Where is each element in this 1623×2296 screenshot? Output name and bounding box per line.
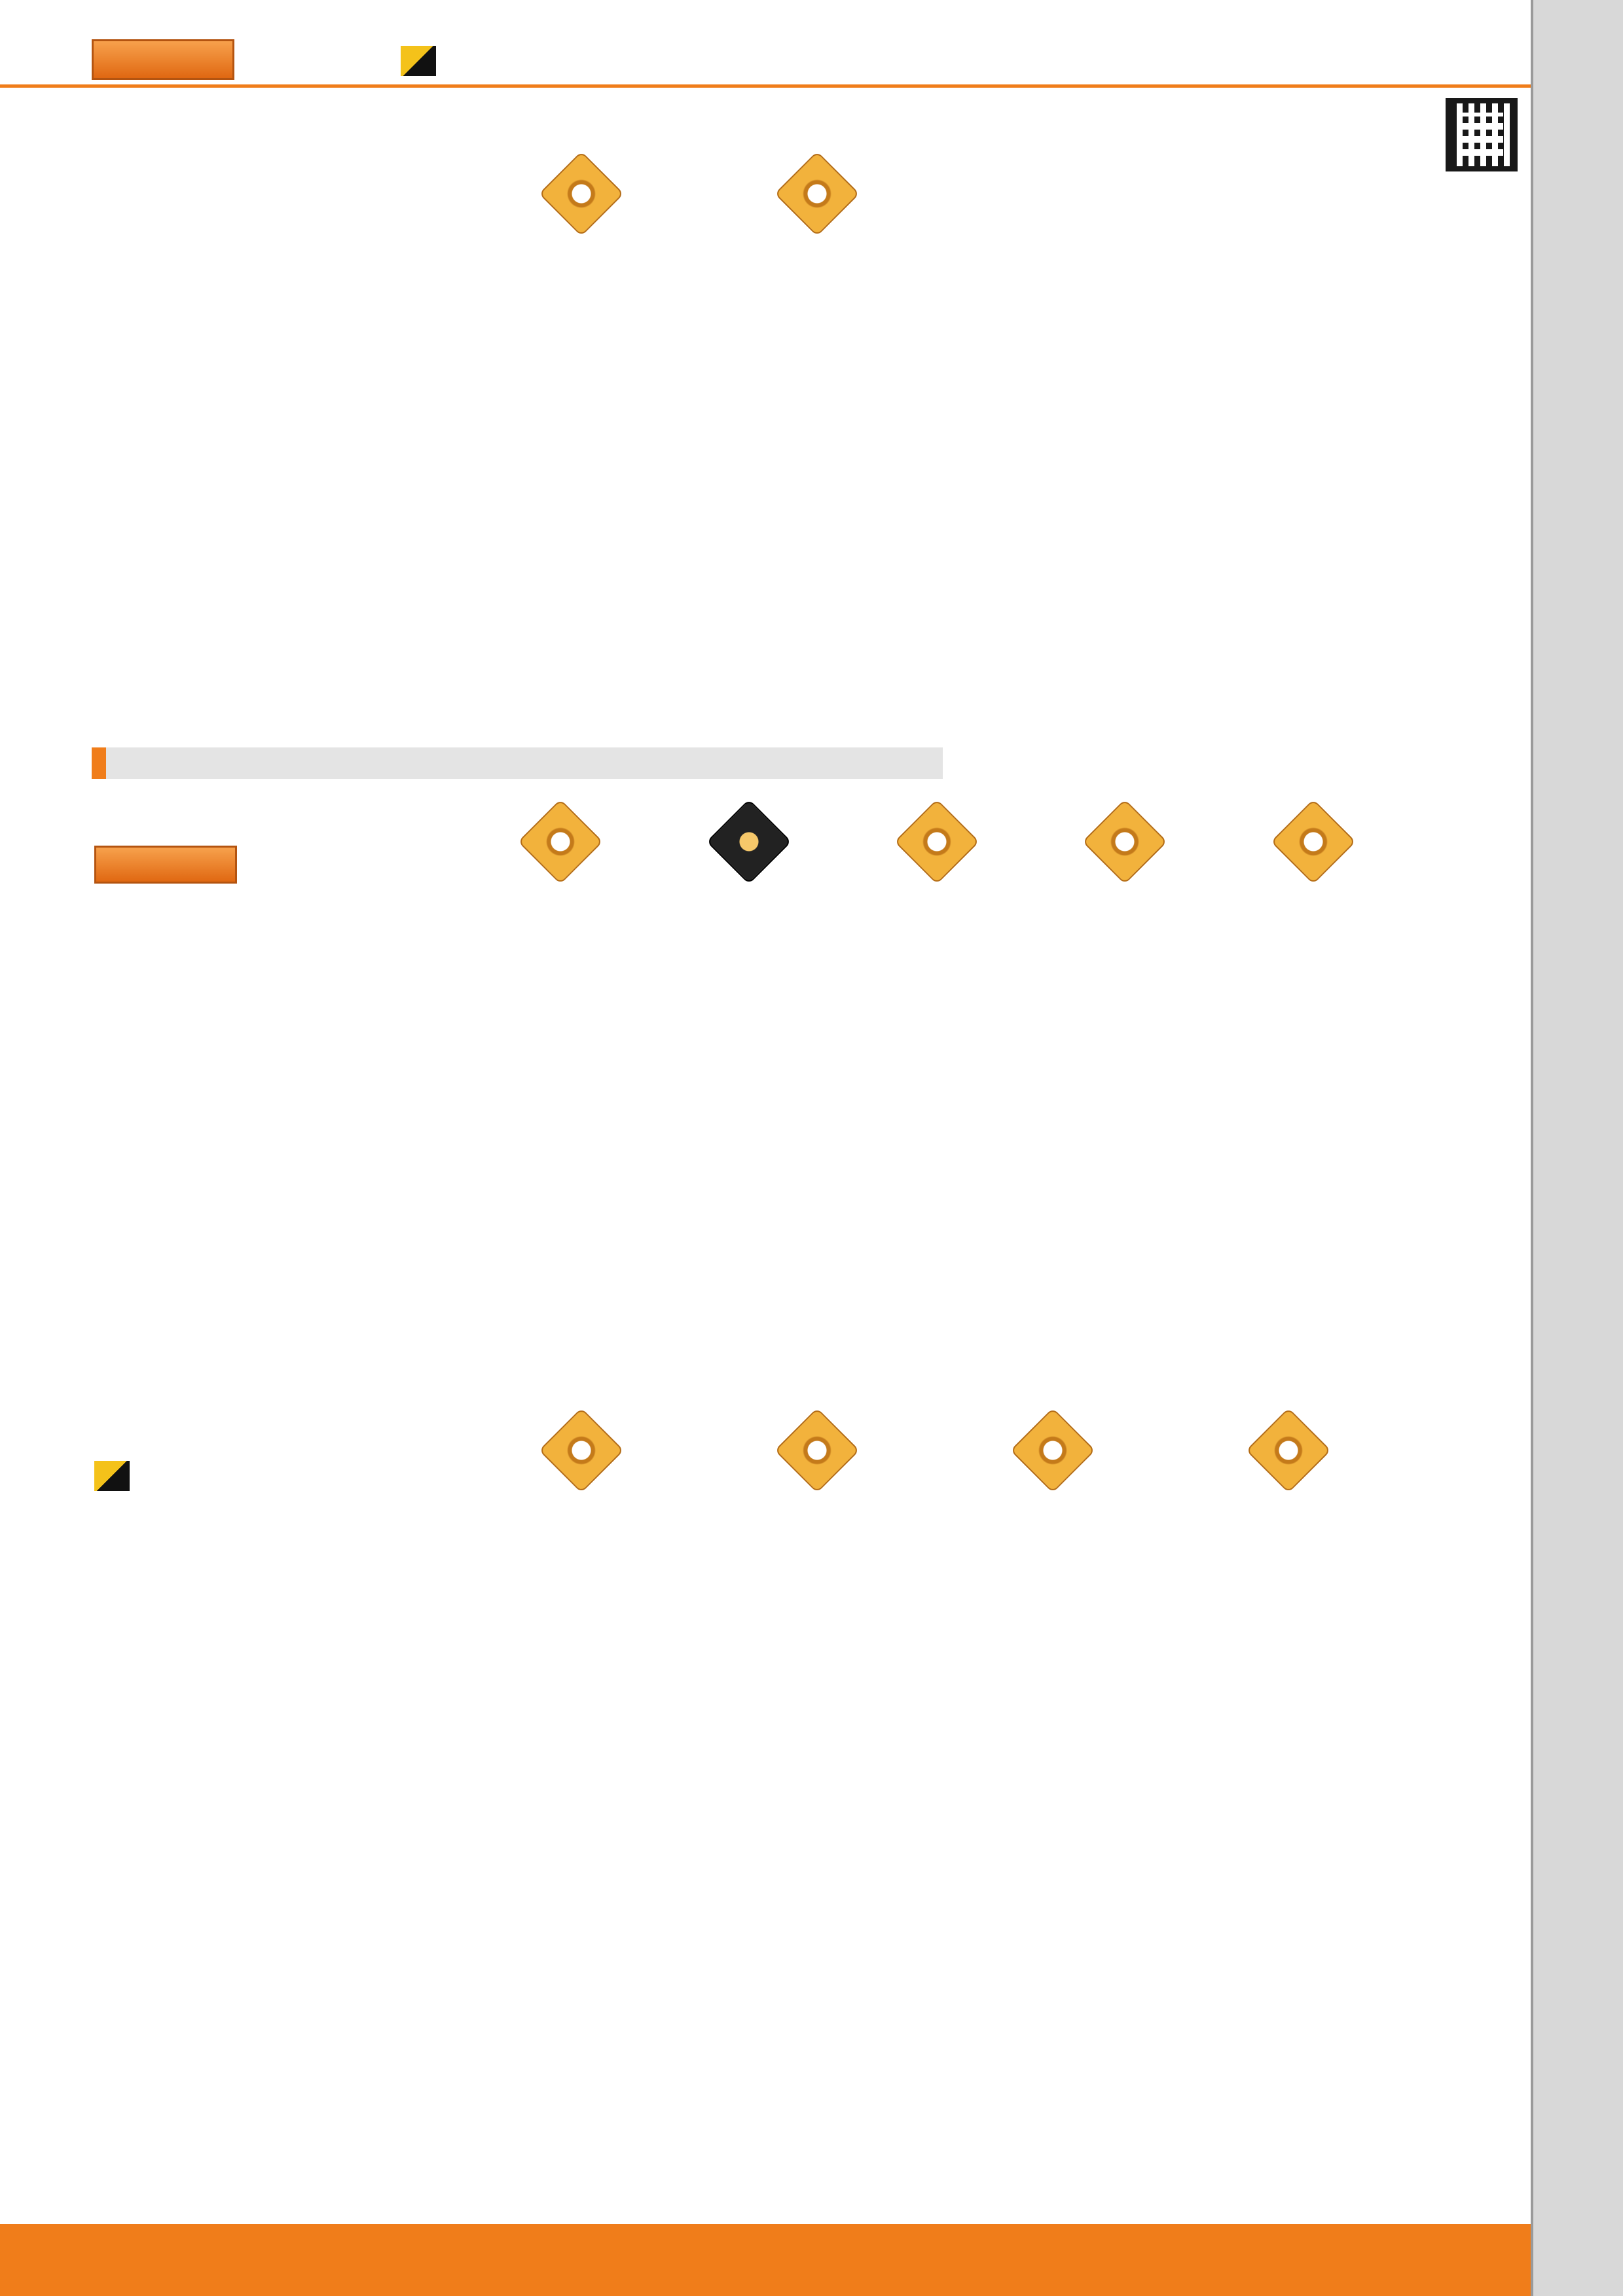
kennametal-mark-icon bbox=[401, 46, 436, 76]
insert-image-hb7025 bbox=[894, 799, 979, 884]
kennametal-section-mark-icon bbox=[94, 1461, 130, 1491]
qr-code-icon[interactable] bbox=[1446, 98, 1518, 171]
insert-image-hb7010 bbox=[518, 799, 603, 884]
kennametal-logo bbox=[401, 46, 440, 76]
chapter-sidebar bbox=[1531, 0, 1623, 2296]
kennametal-section-logo bbox=[94, 1461, 134, 1491]
insert-image-nl250 bbox=[539, 1408, 624, 1493]
insert-image-hb7020 bbox=[706, 799, 792, 884]
page-header bbox=[0, 0, 1531, 88]
garant-logo bbox=[92, 39, 234, 80]
insert-image-nl920 bbox=[1010, 1408, 1095, 1493]
section-title bbox=[92, 747, 943, 779]
insert-image-nl300 bbox=[775, 1408, 860, 1493]
garant-section-logo bbox=[94, 846, 237, 884]
insert-image-hb7140 bbox=[1271, 799, 1356, 884]
insert-image-hb7035 bbox=[1082, 799, 1167, 884]
insert-image-nl400 bbox=[1246, 1408, 1331, 1493]
insert-image-hbx020 bbox=[539, 151, 624, 236]
page-footer bbox=[0, 2224, 1531, 2296]
insert-image-hbx130 bbox=[775, 151, 860, 236]
